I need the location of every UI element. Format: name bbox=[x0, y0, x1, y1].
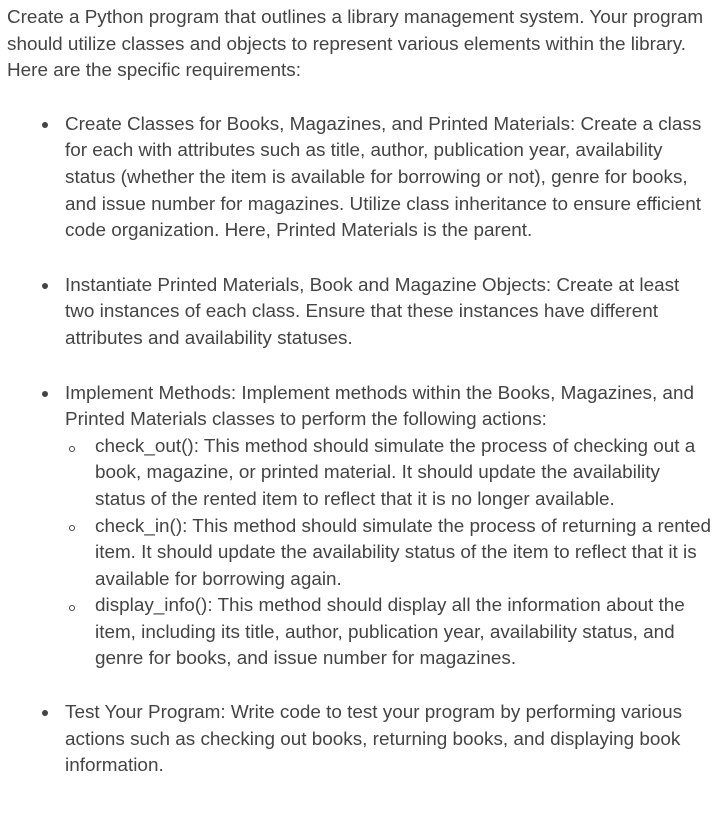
method-item bbox=[65, 593, 713, 673]
hollow-bullet-icon bbox=[67, 593, 77, 620]
requirement-item bbox=[7, 273, 713, 353]
methods-list bbox=[65, 434, 713, 673]
requirement-text: Instantiate Printed Materials, Book and Magazine Objects: Create at least two instances of each class. Ensure that these instances have different attributes and availability statuses. bbox=[65, 274, 680, 349]
intro-paragraph: Create a Python program that outlines a library management system. Your program should utilize classes and objects to represent various elements within the library. Here are the specific requirements: bbox=[7, 7, 704, 82]
requirement-text: Implement Methods: Implement methods within the Books, Magazines, and Printed Materials classes to perform the following actions: bbox=[65, 382, 694, 431]
bullet-dot-icon bbox=[40, 381, 50, 408]
requirement-item bbox=[7, 112, 713, 245]
requirement-item bbox=[7, 700, 713, 780]
method-text: check_out(): This method should simulate the process of checking out a book, magazine, or printed material. It should update the availability status of the rented item to reflect that it is no longer available. bbox=[95, 435, 696, 510]
bullet-dot-icon bbox=[40, 112, 50, 139]
hollow-bullet-icon bbox=[67, 434, 77, 461]
method-item bbox=[65, 514, 713, 594]
method-text: display_info(): This method should display all the information about the item, including its title, author, publication year, availability status, and genre for books, and issue number for magazines. bbox=[95, 595, 685, 670]
bullet-dot-icon bbox=[40, 273, 50, 300]
hollow-bullet-icon bbox=[67, 514, 77, 541]
method-text: check_in(): This method should simulate the process of returning a rented item. It should update the availability status of the item to reflect that it is available for borrowing again. bbox=[95, 515, 712, 590]
requirements-list bbox=[7, 112, 713, 780]
requirement-item bbox=[7, 381, 713, 674]
requirement-text: Create Classes for Books, Magazines, and Printed Materials: Create a class for each with attributes such as title, author, publication year, availability status (whether the item is available for borrowing or not), genre for books, and issue number for magazines. Utilize class inheritance to ensure efficient code organization. Here, Printed Materials is the parent. bbox=[65, 113, 702, 242]
assignment-document bbox=[7, 5, 713, 780]
bullet-dot-icon bbox=[40, 700, 50, 727]
requirement-text: Test Your Program: Write code to test your program by performing various actions such as checking out books, returning books, and displaying book information. bbox=[65, 702, 683, 777]
method-item bbox=[65, 434, 713, 514]
